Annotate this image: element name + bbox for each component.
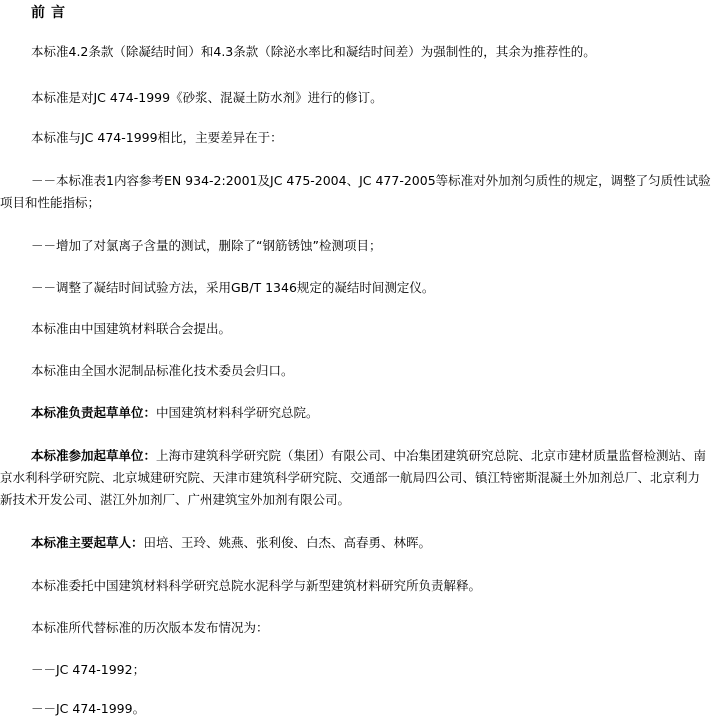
- paragraph-centralized-by: 本标准由全国水泥制品标准化技术委员会归口。: [31, 363, 294, 378]
- main-drafters-label: 本标准主要起草人：: [31, 535, 144, 550]
- paragraph-responsible-unit: [0, 402, 712, 424]
- responsible-unit-value: 中国建筑材料科学研究总院。: [156, 405, 319, 420]
- paragraph-mandatory-clauses: 本标准4.2条款（除凝结时间）和4.3条款（除泌水率比和凝结时间差）为强制性的，其余为推荐性的。: [31, 44, 596, 59]
- main-drafters-value: 田培、王玲、姚燕、张利俊、白杰、高春勇、林晖。: [143, 535, 432, 550]
- paragraph-participating-units: [0, 445, 712, 511]
- paragraph-history-1992: －－JC 474-1992；: [31, 662, 146, 677]
- paragraph-difference-setting-time: －－调整了凝结时间试验方法，采用GB/T 1346规定的凝结时间测定仪。: [31, 280, 435, 295]
- paragraph-revision-note: 本标准是对JC 474-1999《砂浆、混凝土防水剂》进行的修订。: [31, 90, 383, 105]
- paragraph-difference-table1: －－本标准表1内容参考EN 934-2:2001及JC 475-2004、JC 477-2005等标准对外加剂匀质性的规定，调整了匀质性试验项目和性能指标；: [0, 173, 711, 210]
- paragraph-history-1999: －－JC 474-1999。: [31, 701, 146, 716]
- participating-units-label: 本标准参加起草单位：: [31, 448, 157, 463]
- responsible-unit-label: 本标准负责起草单位：: [31, 405, 157, 420]
- participating-units-value: 上海市建筑科学研究院（集团）有限公司、中冶集团建筑研究总院、北京市建材质量监督检测站、南京水利科学研究院、北京城建研究院、天津市建筑科学研究院、交通部一航局四公司、镇江特密斯混凝土外加剂总厂、北京利力新技术开发公司、湛江外加剂厂、广州建筑宝外加剂有限公司。: [0, 448, 707, 507]
- paragraph-history-intro: 本标准所代替标准的历次版本发布情况为：: [31, 620, 269, 635]
- paragraph-difference-chloride: －－增加了对氯离子含量的测试，删除了“钢筋锈蚀”检测项目；: [31, 238, 382, 253]
- paragraph-proposed-by: 本标准由中国建筑材料联合会提出。: [31, 321, 232, 336]
- paragraph-differences-intro: 本标准与JC 474-1999相比，主要差异在于：: [31, 130, 283, 145]
- paragraph-main-drafters: [0, 532, 712, 554]
- paragraph-interpretation: 本标准委托中国建筑材料科学研究总院水泥科学与新型建筑材料研究所负责解释。: [31, 578, 482, 593]
- foreword-heading: 前言: [31, 5, 71, 21]
